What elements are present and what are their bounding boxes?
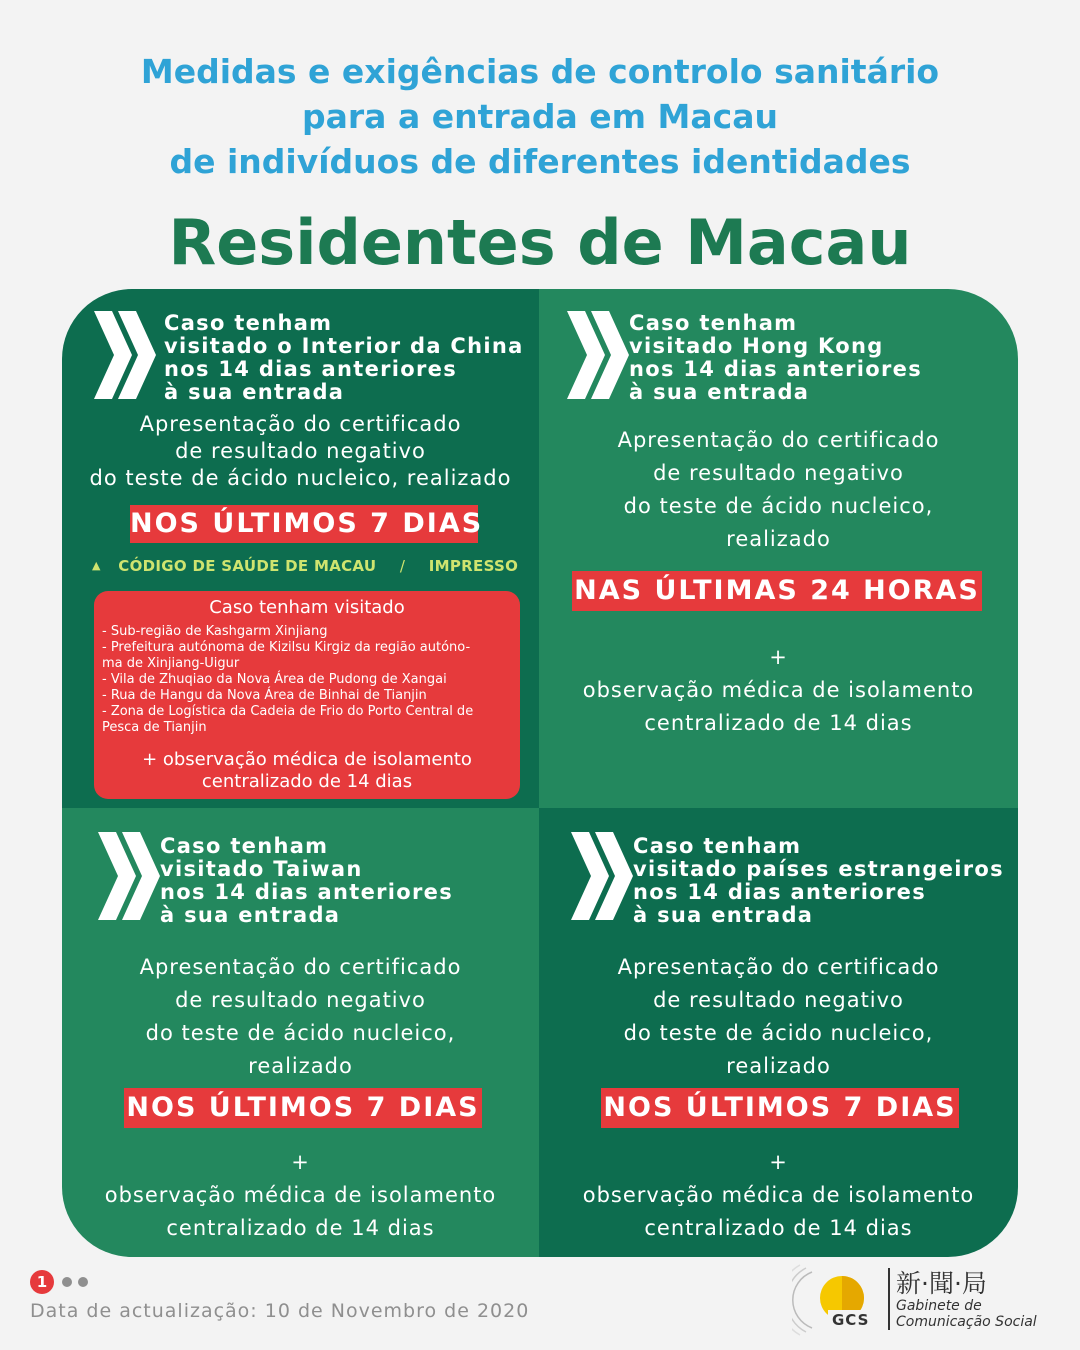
update-date: Data de actualização: 10 de Novembro de 2020 (30, 1300, 530, 1322)
list-item: - Sub-região de Kashgarm Xinjiang (102, 624, 328, 639)
list-item: - Rua de Hangu da Nova Área de Binhai de Tianjin (102, 688, 427, 703)
health-code-options (92, 557, 518, 575)
logo-chinese-name: 新·聞·局 (896, 1269, 987, 1298)
health-code-option: CÓDIGO DE SAÚDE DE MACAU (118, 557, 377, 575)
title-line-2: para a entrada em Macau (302, 97, 778, 136)
list-item: ma de Xinjiang-Uigur (102, 656, 240, 671)
list-item: - Vila de Zhuqiao da Nova Área de Pudong de Xangai (102, 672, 447, 687)
panel-heading: Caso tenham visitado países estrangeiros nos 14 dias anteriores à sua entrada (633, 834, 1004, 927)
period-badge: NOS ÚLTIMOS 7 DIAS (124, 1088, 482, 1128)
title-line-1: Medidas e exigências de controlo sanitário (140, 52, 940, 91)
panel-taiwan (62, 808, 539, 1257)
period-badge: NAS ÚLTIMAS 24 HORAS (572, 571, 982, 611)
list-item: Pesca de Tianjin (102, 720, 207, 735)
list-item: - Prefeitura autónoma de Kizilsu Kirgiz da região autóno- (102, 640, 471, 655)
isolation-note: + observação médica de isolamento centralizado de 14 dias (104, 1150, 497, 1240)
period-badge: NOS ÚLTIMOS 7 DIAS (601, 1088, 959, 1128)
high-risk-areas-box (94, 591, 520, 799)
period-badge: NOS ÚLTIMOS 7 DIAS (130, 505, 478, 543)
requirement-text: Apresentação do certificado de resultado negativo do teste de ácido nucleico, realizado (89, 412, 512, 490)
double-chevron-right-icon (565, 309, 631, 401)
page-title: Residentes de Macau (168, 206, 912, 279)
double-chevron-right-icon (92, 309, 158, 401)
double-chevron-right-icon (96, 830, 162, 922)
isolation-note: + observação médica de isolamento centralizado de 14 dias (582, 1150, 975, 1240)
double-chevron-right-icon (569, 830, 635, 922)
requirement-text: Apresentação do certificado de resultado negativo do teste de ácido nucleico, realizado (617, 428, 940, 551)
requirement-text: Apresentação do certificado de resultado negativo do teste de ácido nucleico, realizado (139, 955, 462, 1078)
requirement-text: Apresentação do certificado de resultado negativo do teste de ácido nucleico, realizado (617, 955, 940, 1078)
isolation-note: + observação médica de isolamento centralizado de 14 dias (582, 645, 975, 735)
printed-option: IMPRESSO (428, 557, 519, 575)
panel-mainland-china (62, 289, 539, 808)
panel-foreign-countries (539, 808, 1018, 1257)
gcs-logo (792, 1262, 1062, 1338)
list-item: - Zona de Logística da Cadeia de Frio do Porto Central de (102, 704, 474, 719)
page-dot[interactable] (62, 1277, 72, 1287)
panel-hong-kong (539, 289, 1018, 808)
panel-heading: Caso tenham visitado o Interior da China nos 14 dias anteriores à sua entrada (164, 311, 524, 404)
high-risk-list (102, 624, 516, 736)
high-risk-title: Caso tenham visitado (209, 597, 405, 618)
isolation-note: + observação médica de isolamento centralizado de 14 dias (142, 749, 472, 792)
options-separator: / (399, 557, 406, 575)
title-line-3: de indivíduos de diferentes identidades (169, 142, 911, 181)
panel-heading: Caso tenham visitado Taiwan nos 14 dias anteriores à sua entrada (160, 834, 454, 927)
requirements-grid (62, 289, 1018, 1257)
gcs-logo-text: GCS (832, 1311, 870, 1329)
logo-portuguese-name: Gabinete de Comunicação Social (896, 1298, 1037, 1330)
logo-divider (888, 1268, 890, 1330)
page-dot-active[interactable]: 1 (30, 1270, 54, 1294)
triangle-up-icon: ▲ (92, 559, 101, 572)
page-dot[interactable] (78, 1277, 88, 1287)
panel-heading: Caso tenham visitado Hong Kong nos 14 dias anteriores à sua entrada (629, 311, 923, 404)
